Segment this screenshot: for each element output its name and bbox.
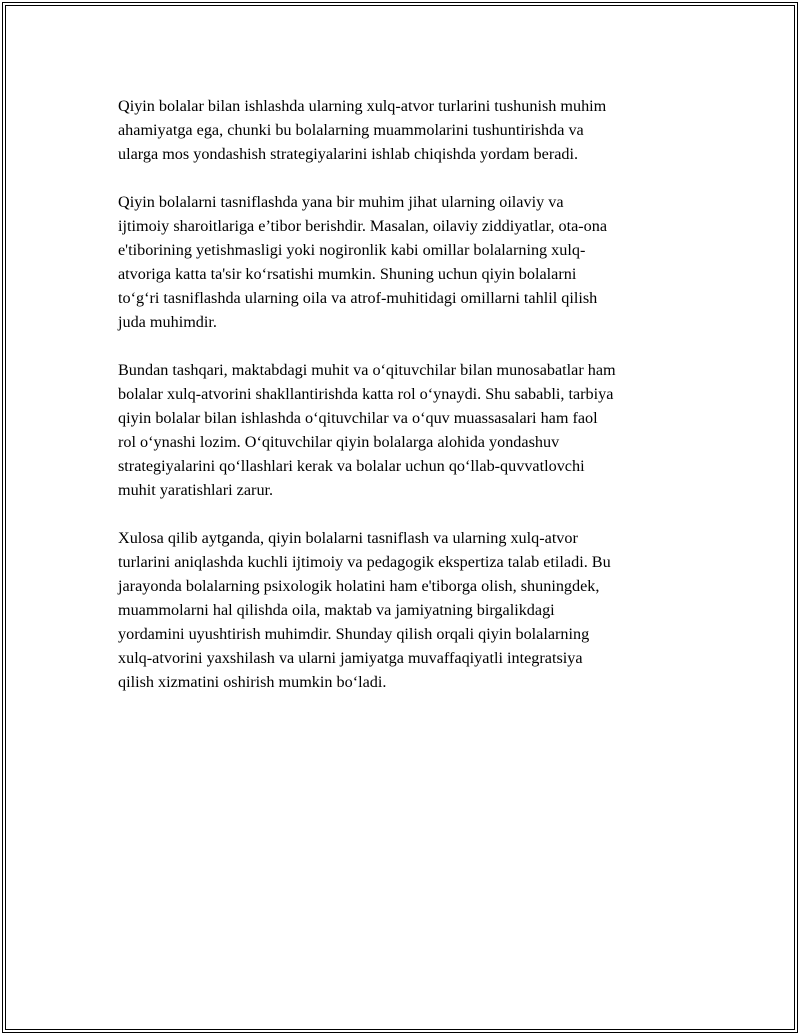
text-line: xulq-atvorini yaxshilash va ularni jamiyatga muvaffaqiyatli integratsiya <box>118 649 583 667</box>
text-line: Qiyin bolalar bilan ishlashda ularning xulq-atvor turlarini tushunish muhim <box>118 97 607 115</box>
text-line: bolalar xulq-atvorini shakllantirishda katta rol o‘ynaydi. Shu sababli, tarbiya <box>118 385 614 403</box>
paragraph <box>118 94 688 166</box>
text-line: yordamini uyushtirish muhimdir. Shunday qilish orqali qiyin bolalarning <box>118 625 590 643</box>
paragraph <box>118 358 688 502</box>
text-line: ijtimoiy sharoitlariga e’tibor berishdir. Masalan, oilaviy ziddiyatlar, ota-ona <box>118 217 608 235</box>
text-line: muammolarni hal qilishda oila, maktab va jamiyatning birgalikdagi <box>118 601 555 619</box>
text-line: e'tiborining yetishmasligi yoki nogironlik kabi omillar bolalarning xulq- <box>118 241 586 259</box>
text-line: atvoriga katta ta'sir ko‘rsatishi mumkin. Shuning uchun qiyin bolalarni <box>118 265 577 283</box>
text-line: ahamiyatga ega, chunki bu bolalarning muammolarini tushuntirishda va <box>118 121 584 139</box>
paragraph <box>118 526 688 694</box>
text-line: to‘g‘ri tasniflashda ularning oila va atrof-muhitidagi omillarni tahlil qilish <box>118 289 598 307</box>
text-line: ularga mos yondashish strategiyalarini ishlab chiqishda yordam beradi. <box>118 145 579 163</box>
text-line: turlarini aniqlashda kuchli ijtimoiy va pedagogik ekspertiza talab etiladi. Bu <box>118 553 611 571</box>
text-line: Bundan tashqari, maktabdagi muhit va o‘qituvchilar bilan munosabatlar ham <box>118 361 616 379</box>
text-line: rol o‘ynashi lozim. O‘qituvchilar qiyin bolalarga alohida yondashuv <box>118 433 560 451</box>
text-line: Xulosa qilib aytganda, qiyin bolalarni tasniflash va ularning xulq-atvor <box>118 529 578 547</box>
text-line: Qiyin bolalarni tasniflashda yana bir muhim jihat ularning oilaviy va <box>118 193 564 211</box>
document-body <box>118 94 688 718</box>
text-line: jarayonda bolalarning psixologik holatini ham e'tiborga olish, shuningdek, <box>118 577 600 595</box>
paragraph <box>118 190 688 334</box>
text-line: qiyin bolalar bilan ishlashda o‘qituvchilar va o‘quv muassasalari ham faol <box>118 409 598 427</box>
text-line: strategiyalarini qo‘llashlari kerak va bolalar uchun qo‘llab-quvvatlovchi <box>118 457 585 475</box>
text-line: qilish xizmatini oshirish mumkin bo‘ladi. <box>118 673 387 691</box>
text-line: muhit yaratishlari zarur. <box>118 481 274 499</box>
text-line: juda muhimdir. <box>118 313 217 331</box>
